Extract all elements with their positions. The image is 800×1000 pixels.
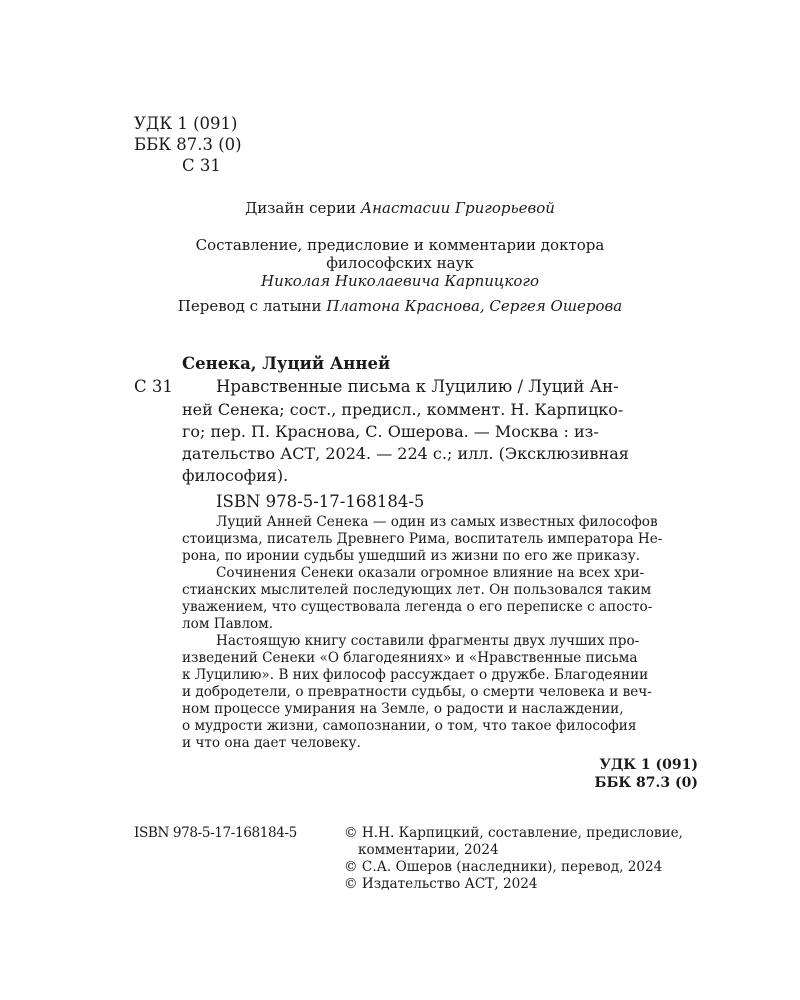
copyright-line: © Н.Н. Карпицкий, составление, предисловие,: [344, 825, 683, 841]
annotation-line: к Луцилию». В них философ рассуждает о дружбе. Благодеянии: [182, 667, 649, 683]
annotation-bbk: ББК 87.3 (0): [594, 775, 698, 791]
author-mark: С 31: [182, 156, 221, 175]
translation-label: Перевод с латыни: [177, 297, 327, 315]
annotation-udk: УДК 1 (091): [599, 757, 698, 773]
isbn-main: ISBN 978-5-17-168184-5: [216, 492, 425, 511]
annotation-line: лом Павлом.: [182, 616, 274, 632]
annotation-line: ном процессе умирания на Земле, о радости и наслаждении,: [182, 701, 624, 717]
design-name: Анастасии Григорьевой: [360, 199, 555, 217]
description-line: Нравственные письма к Луцилию / Луций Ан-: [216, 377, 619, 396]
annotation-line: и добродетели, о превратности судьбы, о смерти человека и веч-: [182, 684, 652, 700]
compiled-line-1: Составление, предисловие и комментарии доктора: [195, 236, 605, 254]
copyright-isbn: ISBN 978-5-17-168184-5: [134, 825, 297, 841]
annotation-line: Настоящую книгу составили фрагменты двух лучших про-: [216, 633, 640, 649]
copyright-line: © С.А. Ошеров (наследники), перевод, 2024: [344, 859, 663, 875]
description-line: дательство АСТ, 2024. — 224 с.; илл. (Эксклюзивная: [182, 444, 629, 463]
translation-names: Платона Краснова, Сергея Ошерова: [326, 297, 623, 315]
author-heading: Сенека, Луций Анней: [182, 354, 391, 373]
description-line: ней Сенека; сост., предисл., коммент. Н. Карпицко-: [182, 400, 624, 419]
compiled-line-2: философских наук: [326, 254, 474, 272]
annotation-line: стоицизма, писатель Древнего Рима, воспитатель императора Не-: [182, 531, 663, 547]
compiled-name: Николая Николаевича Карпицкого: [261, 272, 539, 290]
bbk-code: ББК 87.3 (0): [134, 135, 242, 154]
annotation-line: и что она дает человеку.: [182, 735, 361, 751]
design-credit: [0, 200, 800, 217]
udk-code: УДК 1 (091): [134, 114, 238, 133]
bibliographic-author-mark: С 31: [134, 377, 173, 396]
copyright-line: © Издательство АСТ, 2024: [344, 876, 538, 892]
annotation-line: о мудрости жизни, самопознании, о том, что такое философия: [182, 718, 637, 734]
translation-credit: [0, 296, 800, 316]
description-line: философия).: [182, 466, 289, 485]
annotation-line: уважением, что существовала легенда о его переписке с апосто-: [182, 599, 653, 615]
description-line: го; пер. П. Краснова, С. Ошерова. — Москва : из-: [182, 422, 599, 441]
annotation-line: Сочинения Сенеки оказали огромное влияние на всех хри-: [216, 565, 645, 581]
design-label: Дизайн серии: [245, 199, 361, 217]
annotation-line: изведений Сенеки «О благодеяниях» и «Нравственные письма: [182, 650, 638, 666]
annotation-line: рона, по иронии судьбы ушедший из жизни по его же приказу.: [182, 548, 641, 564]
annotation-line: стианских мыслителей последующих лет. Он пользовался таким: [182, 582, 652, 598]
copyright-line: комментарии, 2024: [358, 842, 499, 858]
annotation-line: Луций Анней Сенека — один из самых известных философов: [216, 514, 658, 530]
